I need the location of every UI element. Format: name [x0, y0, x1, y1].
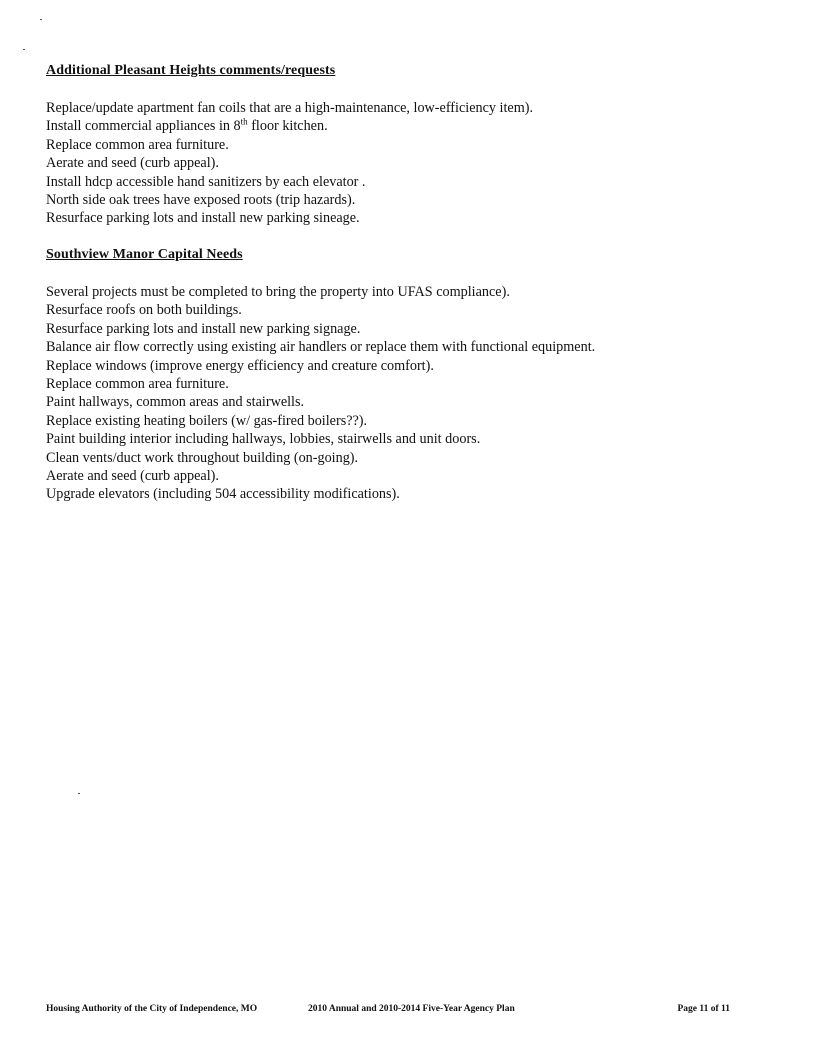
list-item: Aerate and seed (curb appeal).	[46, 155, 219, 172]
southview-manor-section	[46, 246, 766, 504]
page-footer	[46, 1004, 730, 1018]
scan-speck	[78, 793, 80, 794]
list-item: Replace windows (improve energy efficiency and creature comfort).	[46, 357, 434, 374]
list-item: Replace common area furniture.	[46, 376, 229, 393]
list-item: North side oak trees have exposed roots (trip hazards).	[46, 192, 356, 209]
list-item: Upgrade elevators (including 504 accessibility modifications).	[46, 486, 400, 503]
footer-page-number: Page 11 of 11	[677, 1004, 730, 1014]
capital-needs-list	[46, 283, 766, 504]
list-item: Paint building interior including hallways, lobbies, stairwells and unit doors.	[46, 431, 481, 448]
list-item: Install hdcp accessible hand sanitizers by each elevator .	[46, 173, 366, 190]
list-item: Replace existing heating boilers (w/ gas-fired boilers??).	[46, 412, 368, 429]
list-item: Aerate and seed (curb appeal).	[46, 468, 219, 485]
list-item: Paint hallways, common areas and stairwells.	[46, 394, 305, 411]
ordinal-suffix: th	[240, 116, 248, 127]
footer-plan-title: 2010 Annual and 2010-2014 Five-Year Agency Plan	[308, 1004, 515, 1014]
list-item: Replace/update apartment fan coils that are a high-maintenance, low-efficiency item).	[46, 100, 534, 116]
list-item-text: Install commercial appliances in 8	[46, 118, 241, 135]
scan-speck	[40, 19, 42, 20]
section-heading: Southview Manor Capital Needs	[46, 247, 243, 262]
pleasant-heights-section	[46, 62, 766, 228]
list-item-text: floor kitchen.	[247, 118, 328, 135]
list-item: Several projects must be completed to bring the property into UFAS compliance).	[46, 284, 510, 300]
list-item: Resurface parking lots and install new parking sineage.	[46, 210, 360, 227]
section-heading: Additional Pleasant Heights comments/requests	[46, 63, 336, 78]
list-item	[46, 117, 766, 135]
list-item: Clean vents/duct work throughout building (on-going).	[46, 449, 359, 466]
scan-speck	[23, 49, 25, 50]
list-item: Resurface parking lots and install new parking signage.	[46, 320, 361, 337]
list-item: Resurface roofs on both buildings.	[46, 302, 242, 319]
requests-list	[46, 99, 766, 228]
list-item: Replace common area furniture.	[46, 136, 229, 153]
list-item: Balance air flow correctly using existing air handlers or replace them with functional equipment.	[46, 339, 596, 356]
footer-organization: Housing Authority of the City of Independence, MO	[46, 1004, 258, 1014]
